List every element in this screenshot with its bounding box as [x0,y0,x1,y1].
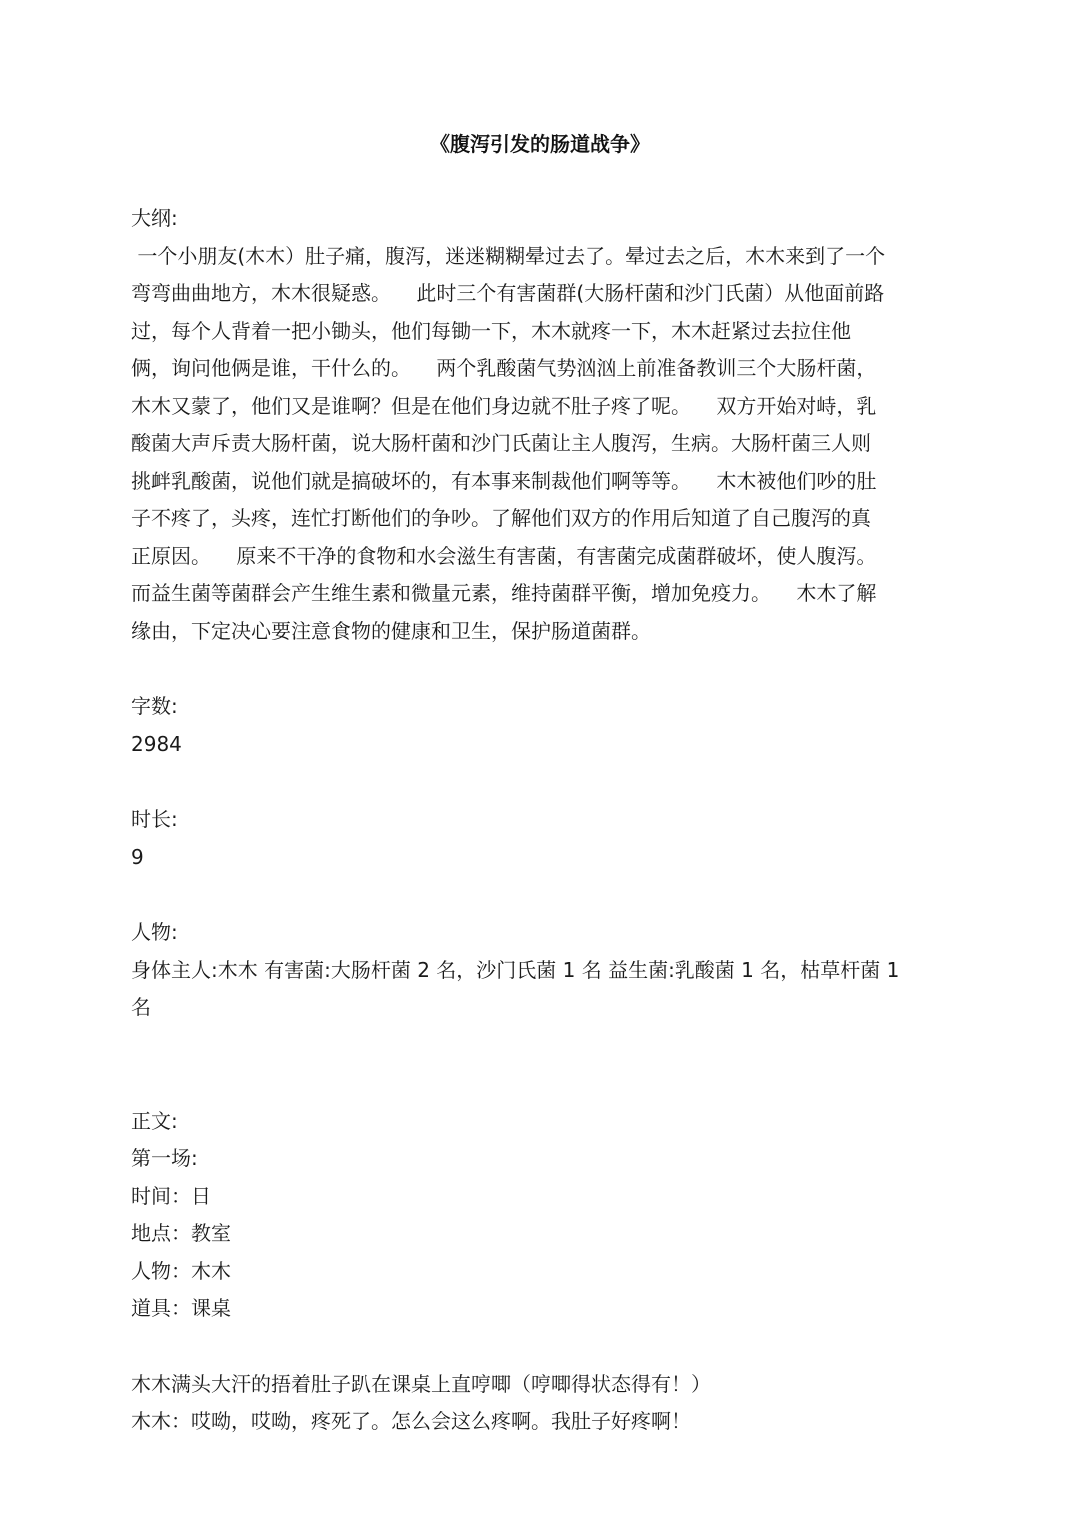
body-label: 正文: [131,1108,178,1133]
outline-label: 大纲: [131,206,178,230]
outline-line: 挑衅乳酸菌，说他们就是搞破坏的，有本事来制裁他们啊等等。 木木被他们吵的肚 [131,468,877,493]
duration-label: 时长: [131,807,178,831]
scene-heading: 第一场: [131,1146,198,1170]
outline-line: 酸菌大声斥责大肠杆菌，说大肠杆菌和沙门氏菌让主人腹泻，生病。大肠杆菌三人则 [131,431,871,455]
script-line: 木木满头大汗的捂着肚子趴在课桌上直哼唧（哼唧得状态得有！） [131,1371,711,1396]
outline-line: 俩，询问他俩是谁，干什么的。 两个乳酸菌气势汹汹上前准备教训三个大肠杆菌， [131,356,877,380]
outline-line: 弯弯曲曲地方，木木很疑惑。 此时三个有害菌群(大肠杆菌和沙门氏菌）从他面前路 [131,281,885,305]
duration-value: 9 [131,844,144,869]
outline-line: 一个小朋友(木木）肚子痛，腹泻，迷迷糊糊晕过去了。晕过去之后，木木来到了一个 [131,243,886,268]
scene-people: 人物：木木 [131,1258,231,1283]
outline-line: 正原因。 原来不干净的食物和水会滋生有害菌，有害菌完成菌群破坏，使人腹泻。 [131,543,877,568]
characters-line: 名 [131,995,151,1019]
document-body [131,200,943,1441]
characters-line: 身体主人:木木 有害菌:大肠杆菌 2 名，沙门氏菌 1 名 益生菌:乳酸菌 1 名，枯草杆菌 1 [131,957,900,982]
scene-props: 道具：课桌 [131,1296,231,1320]
outline-line: 子不疼了，头疼，连忙打断他们的争吵。了解他们双方的作用后知道了自己腹泻的真 [131,506,871,530]
outline-line: 过，每个人背着一把小锄头，他们每锄一下，木木就疼一下，木木赶紧过去拉住他 [131,318,851,343]
outline-line: 缘由，下定决心要注意食物的健康和卫生，保护肠道菌群。 [131,618,651,643]
outline-paragraph [131,238,943,651]
scene-place: 地点：教室 [131,1221,231,1245]
document-title: 《腹泻引发的肠道战争》 [430,132,650,156]
characters-label: 人物: [131,920,178,944]
scene-time: 时间：日 [131,1183,211,1208]
outline-line: 木木又蒙了，他们又是谁啊？但是在他们身边就不肚子疼了呢。 双方开始对峙，乳 [131,393,877,418]
word-count-label: 字数: [131,694,178,718]
script-line: 木木：哎呦，哎呦，疼死了。怎么会这么疼啊。我肚子好疼啊！ [131,1409,691,1433]
word-count-value: 2984 [131,731,182,756]
outline-line: 而益生菌等菌群会产生维生素和微量元素，维持菌群平衡，增加免疫力。 木木了解 [131,581,877,605]
